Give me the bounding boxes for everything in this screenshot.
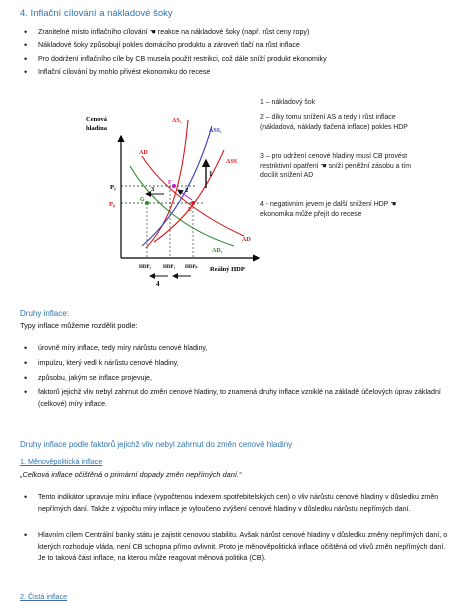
x-axis-label: Reálný HDP xyxy=(210,266,245,273)
types-bullet-3: • způsobu, jakým se inflace projevuje, xyxy=(38,373,450,385)
ad1-label: AD₁ xyxy=(212,248,223,254)
marker-2: 2 xyxy=(185,187,189,194)
hdp1-label: HDP₁ xyxy=(163,265,176,270)
sub1-bullet-2: • Hlavním cílem Centrální banky státu je zajistit cenovou stabilitu. Avšak nárůst cenové hladiny v důsledku změny nepřímých daní, o kterých rozhoduje vláda, není CB schopna přímo ovlivnit. Proto je měnověpolitická inflace očištěná od vlivů změn nepřímých daní. Je to taková část inflace, na kterou může reagovat měnová politika (CB). xyxy=(38,530,450,565)
p1-label: P₁ xyxy=(110,184,116,191)
legend-item-1: 1 – nákladový šok xyxy=(260,99,316,106)
ass-label: ASS xyxy=(226,159,238,165)
f-label: F xyxy=(168,180,172,186)
point-e xyxy=(191,201,195,205)
types-bullet-2: • impulzu, který vedl k nárůstu cenové hladiny, xyxy=(38,358,450,370)
as1-label: AS₁ xyxy=(172,118,182,124)
subsection-1-title: 1. Měnověpolitická inflace xyxy=(20,457,103,466)
as1-curve xyxy=(146,120,188,248)
section-title: 4. Inflační cílování a nákladové šoky xyxy=(20,8,173,19)
intro-bullet-4: • Inflační cílování by mohlo přivést ekonomiku do recese xyxy=(38,67,450,79)
intro-bullet-2: • Nákladové šoky způsobují pokles domácího produktu a zároveň tlačí na růst inflace xyxy=(38,40,450,52)
ad-label-bottom: AD xyxy=(242,237,251,243)
hdp2-label: HDP₂ xyxy=(139,265,152,270)
hdpp-label: HDPₚ xyxy=(185,265,198,270)
types-heading: Druhy inflace: xyxy=(20,309,69,318)
ass1-label: ASS₁ xyxy=(209,128,222,134)
p0-label: P₀ xyxy=(109,201,115,208)
types-bullet-1: • úrovně míry inflace, tedy míry nárůstu cenové hladiny, xyxy=(38,343,450,355)
types-bullet-4: • faktorů jejichž vliv nebyl zahrnut do změn cenové hladiny, to znamená druhy inflace vzniklé na základě účelových úprav základní (celkové) míry inflace. xyxy=(38,387,450,410)
legend-item-4: 4 - negativním jevem je další snížení HDP ☚ ekonomika může přejít do recese xyxy=(260,201,397,218)
marker-4: 4 xyxy=(156,280,160,288)
e-label: E xyxy=(188,207,193,213)
y-axis-label-2: hladina xyxy=(86,125,107,132)
legend-item-3: 3 – pro udržení cenové hladiny musí CB provést restriktivní opatření ☚ sníží peněžní zásobu a tím docílit snížení AD xyxy=(260,153,411,180)
ad1-curve xyxy=(130,166,234,246)
y-axis-label-1: Cenová xyxy=(86,116,107,123)
point-g xyxy=(145,201,149,205)
types-intro: Typy inflace můžeme rozdělit podle: xyxy=(20,321,138,330)
intro-bullet-3: • Pro dodržení inflačního cíle by CB musela použít restrikci, což dále sníží produkt ekonomiky xyxy=(38,54,450,66)
g-label: G xyxy=(140,197,145,203)
marker-1: 1 xyxy=(209,170,213,178)
point-f xyxy=(172,184,176,188)
factors-heading: Druhy inflace podle faktorů jejichž vliv nebyl zahrnut do změn cenové hladiny xyxy=(20,440,293,449)
marker-3: 3 xyxy=(151,186,155,193)
as-ad-diagram xyxy=(84,108,264,288)
sub1-bullet-1: • Tento indikátor upravuje míru inflace (vypočtenou indexem spotřebitelských cen) o vliv nárůstu cenové hladiny v důsledku změn nepřímých daní. Takže z výpočtu míry inflace je vyloučeno zvýšení cenové hladiny v důsledku nárůstu nepřímých daní. xyxy=(38,492,450,515)
intro-bullet-1: • Zranitelné místo inflačního cílování ☚ reakce na nákladové šoky (např. růst ceny ropy) xyxy=(38,27,450,39)
subsection-2-title: 2. Čistá inflace xyxy=(20,592,68,601)
ass-curve xyxy=(154,150,224,242)
ad-label-top: AD xyxy=(139,150,148,156)
subsection-1-quote: „Celková inflace očištěná o primární dopady změn nepřímých daní.“ xyxy=(20,470,242,479)
legend-item-2: 2 – díky tomu snížení AS a tedy i růst inflace (nákladová, náklady tlačená inflace) pokles HDP xyxy=(260,114,408,131)
